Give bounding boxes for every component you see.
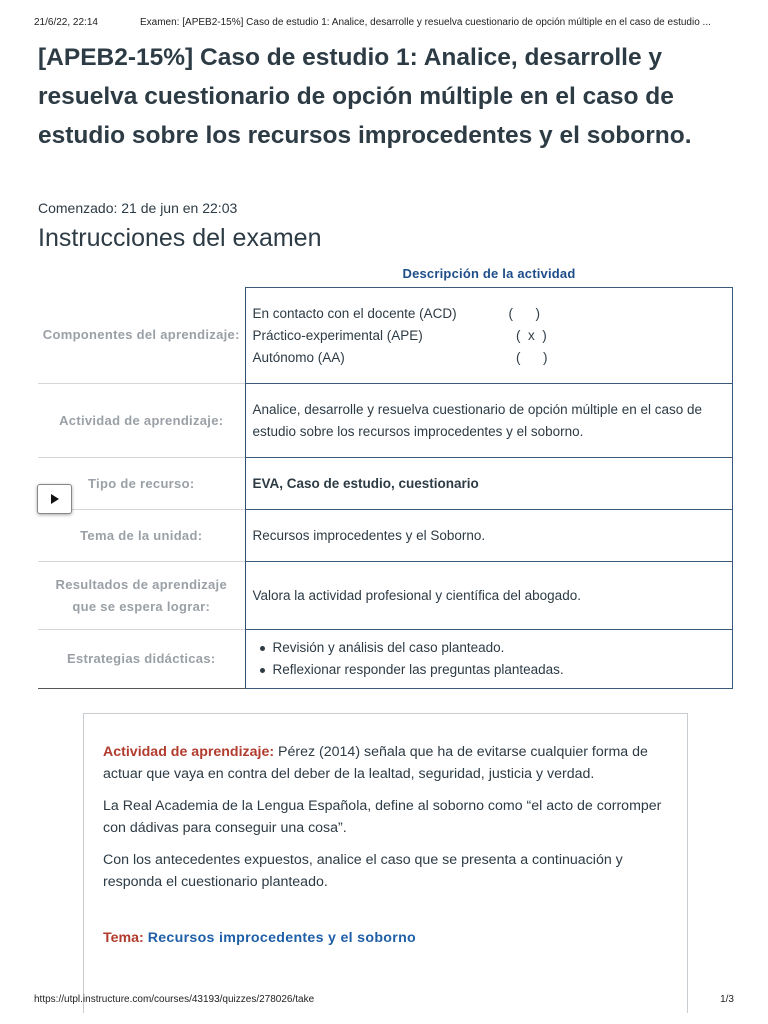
table-row (38, 384, 733, 458)
row-value-activity: Analice, desarrolle y resuelva cuestionario de opción múltiple en el caso de estudio sobre los recursos improcedentes y el soborno. (245, 384, 733, 458)
component-line: Práctico-experimental (APE) ( x ) (252, 327, 547, 343)
tema-line (103, 927, 667, 949)
instructions-title: Instrucciones del examen (38, 224, 322, 252)
activity-description-table (38, 287, 733, 689)
play-icon (51, 494, 59, 504)
table-row (38, 458, 733, 510)
table-row (38, 288, 733, 384)
print-page-title: Examen: [APEB2-15%] Caso de estudio 1: Analice, desarrolle y resuelva cuestionario de opción múltiple en el caso de estudio ... (140, 17, 711, 28)
activity-label: Actividad de aprendizaje: (103, 744, 275, 760)
table-row (38, 630, 733, 689)
row-label-learning-outcomes: Resultados de aprendizaje que se espera lograr: (38, 562, 245, 630)
row-value-strategies (245, 630, 733, 689)
row-label-resource-type: Tipo de recurso: (38, 458, 245, 510)
list-item: Revisión y análisis del caso planteado. (253, 637, 726, 659)
component-line: En contacto con el docente (ACD) ( ) (252, 305, 540, 321)
print-date: 21/6/22, 22:14 (34, 17, 98, 28)
print-url: https://utpl.instructure.com/courses/43193/quizzes/278026/take (34, 994, 315, 1005)
row-value-unit-topic: Recursos improcedentes y el Soborno. (245, 510, 733, 562)
table-row (38, 510, 733, 562)
soborno-definition-paragraph: La Real Academia de la Lengua Española, define al soborno como “el acto de corromper con dádivas para conseguir una cosa”. (103, 798, 662, 836)
row-value-learning-outcomes: Valora la actividad profesional y científica del abogado. (245, 562, 733, 630)
print-header (34, 17, 734, 28)
print-page-number: 1/3 (720, 994, 734, 1005)
tema-value: Recursos improcedentes y el soborno (147, 930, 417, 946)
activity-content-box (83, 713, 688, 1013)
component-line: Autónomo (AA) ( ) (252, 349, 548, 365)
quiz-title: [APEB2-15%] Caso de estudio 1: Analice, desarrolle y resuelva cuestionario de opción múltiple en el caso de estudio sobre los recursos improcedentes y el soborno. (38, 44, 692, 149)
strategies-list (253, 637, 726, 681)
row-value-components (245, 288, 733, 384)
play-button[interactable] (37, 484, 72, 514)
row-label-unit-topic: Tema de la unidad: (38, 510, 245, 562)
print-footer (34, 994, 734, 1005)
started-timestamp: Comenzado: 21 de jun en 22:03 (38, 200, 238, 216)
activity-description-caption: Descripción de la actividad (402, 266, 576, 281)
antecedents-paragraph: Con los antecedentes expuestos, analice el caso que se presenta a continuación y responda el cuestionario planteado. (103, 852, 623, 890)
row-value-resource-type: EVA, Caso de estudio, cuestionario (245, 458, 733, 510)
row-label-strategies: Estrategias didácticas: (38, 630, 245, 689)
table-row (38, 562, 733, 630)
list-item: Reflexionar responder las preguntas planteadas. (253, 659, 726, 681)
row-label-activity: Actividad de aprendizaje: (38, 384, 245, 458)
tema-label: Tema: (103, 930, 144, 946)
row-label-components: Componentes del aprendizaje: (42, 327, 240, 343)
activity-paragraph: Actividad de aprendizaje: Pérez (2014) señala que ha de evitarse cualquier forma de actuar que vaya en contra del deber de la lealtad, seguridad, justicia y verdad. (103, 744, 648, 782)
